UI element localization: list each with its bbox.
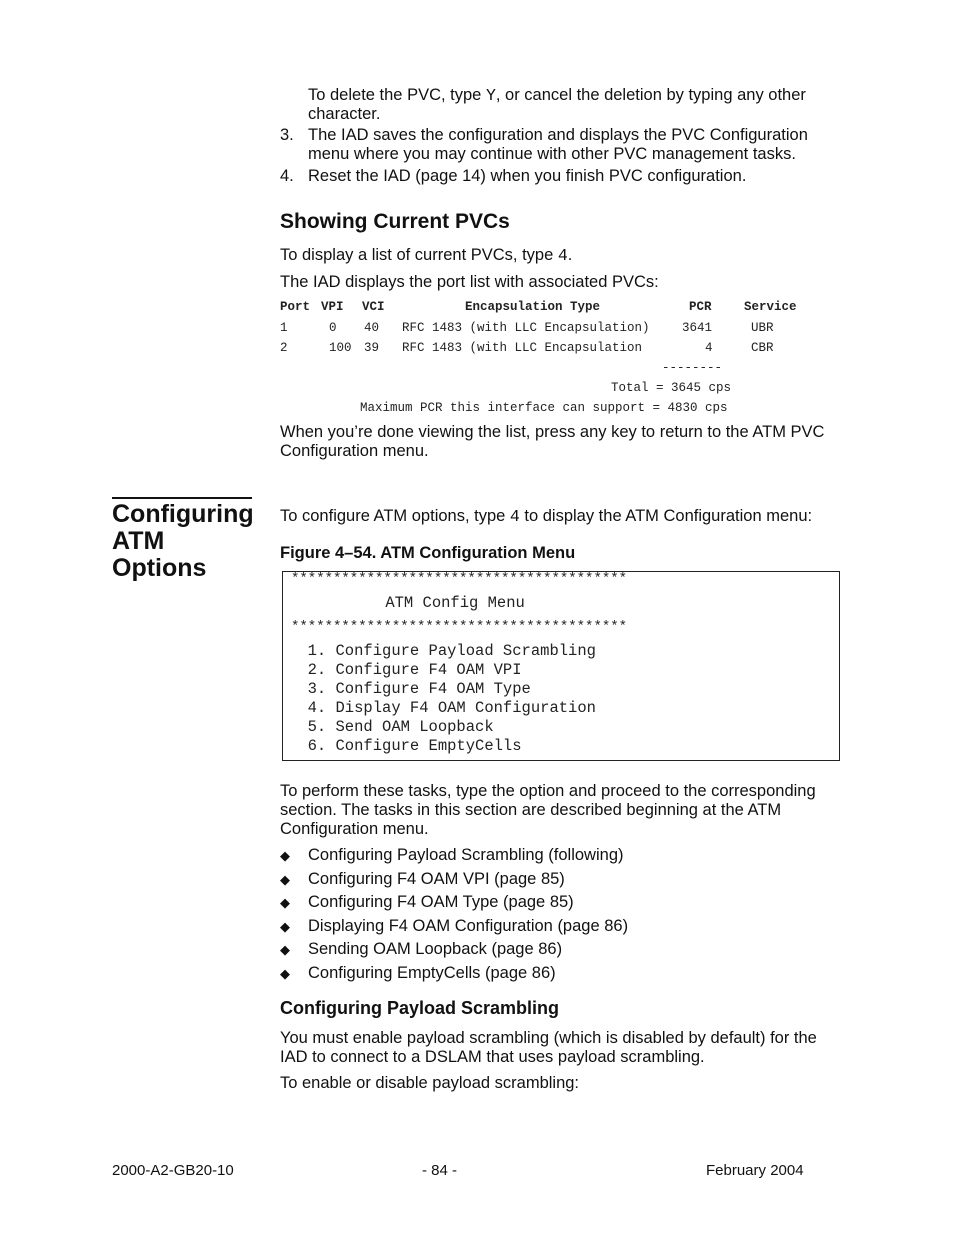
list-item [280,917,628,941]
scrambling-paragraph-2: To enable or disable payload scrambling: [280,1074,580,1092]
total-line: Total = 3645 cps [611,381,732,395]
paragraph-line: To perform these tasks, type the option and proceed to the corresponding [280,782,816,800]
section-title-configuring-atm-options [112,501,252,582]
table-cell: CBR [751,341,774,355]
menu-border-stars: **************************************** [291,571,628,587]
max-pcr-line: Maximum PCR this interface can support = 4830 cps [360,401,728,415]
list-item-text: Configuring F4 OAM VPI (page 85) [308,869,565,888]
diamond-bullet-icon: ◆ [280,942,290,957]
table-cell: 2 [280,341,288,355]
inline-code: 4 [557,246,568,265]
total-separator: -------- [662,361,723,375]
paragraph-line: Configuration menu. [280,820,429,838]
step-number: 4. [280,167,294,185]
footer-page-number: - 84 - [422,1162,458,1179]
paragraph-line: section. The tasks in this section are described beginning at the ATM [280,801,782,819]
paragraph-line: When you’re done viewing the list, press any key to return to the ATM PVC [280,423,825,441]
table-cell: 100 [329,341,352,355]
list-item [280,940,628,964]
intro-text: To delete the PVC, type [308,86,486,104]
atm-config-menu-box [282,571,840,761]
diamond-bullet-icon: ◆ [280,965,290,981]
list-item-text: Sending OAM Loopback (page 86) [308,940,563,958]
paragraph-text: to display the ATM Configuration menu: [519,507,813,525]
menu-item-configure-f4-oam-type: 3. Configure F4 OAM Type [289,680,531,698]
intro-paragraph [308,86,806,124]
title-line: ATM [112,527,165,555]
paragraph-line: Configuration menu. [280,442,429,460]
menu-border-stars: **************************************** [291,619,628,635]
list-item [280,964,628,988]
step-number: 3. [280,126,294,144]
section-rule [112,497,252,499]
table-cell: UBR [751,321,774,335]
list-item-text: Configuring Payload Scrambling (following) [308,846,624,864]
table-header-port: Port [280,300,311,314]
table-header-vpi: VPI [321,300,344,314]
step-4 [280,167,746,186]
intro-line-2: character. [308,105,381,123]
showing-paragraph-1 [280,246,572,265]
step-text: The IAD saves the configuration and displays the PVC Configuration [308,126,808,144]
table-cell: 0 [329,321,337,335]
footer-date: February 2004 [706,1162,804,1179]
step-text: menu where you may continue with other PVC management tasks. [308,145,796,163]
menu-item-display-f4-oam-configuration: 4. Display F4 OAM Configuration [289,699,596,717]
menu-item-send-oam-loopback: 5. Send OAM Loopback [289,718,494,736]
menu-item-configure-emptycells: 6. Configure EmptyCells [289,737,522,755]
diamond-bullet-icon: ◆ [280,871,290,887]
intro-text: , or cancel the deletion by typing any other [495,86,806,104]
paragraph-line: IAD to connect to a DSLAM that uses payload scrambling. [280,1048,705,1066]
section-heading-showing-pvcs: Showing Current PVCs [280,210,510,233]
list-item [280,846,628,870]
inline-code: 4 [509,507,520,526]
subsection-heading-payload-scrambling: Configuring Payload Scrambling [280,998,560,1018]
table-cell: 3641 [682,321,713,335]
list-item [280,893,628,917]
figure-caption: Figure 4–54. ATM Configuration Menu [280,544,576,562]
table-header-pcr: PCR [689,300,712,314]
inline-code: Y [485,86,496,105]
showing-paragraph-3 [280,423,824,461]
menu-item-configure-payload-scrambling: 1. Configure Payload Scrambling [289,642,596,660]
paragraph-text: . [567,246,573,264]
diamond-bullet-icon: ◆ [280,848,290,863]
table-header-service: Service [744,300,797,314]
table-cell: 40 [364,321,380,335]
table-cell: RFC 1483 (with LLC Encapsulation [402,341,643,355]
title-line: Options [112,554,207,582]
showing-paragraph-2: The IAD displays the port list with associated PVCs: [280,273,659,291]
atm-paragraph-1 [280,507,812,526]
list-item [280,870,628,894]
menu-title: ATM Config Menu [283,594,525,612]
table-cell: 1 [280,321,288,335]
table-cell: RFC 1483 (with LLC Encapsulation) [402,321,650,335]
table-header-vci: VCI [362,300,385,314]
list-item-text: Configuring EmptyCells (page 86) [308,963,556,982]
paragraph-line: You must enable payload scrambling (which is disabled by default) for the [280,1029,817,1047]
table-cell: 39 [364,341,380,355]
paragraph-text: To configure ATM options, type [280,507,510,525]
footer-doc-number: 2000-A2-GB20-10 [112,1162,234,1179]
menu-item-configure-f4-oam-vpi: 2. Configure F4 OAM VPI [289,661,522,679]
step-3 [280,126,808,164]
table-header-encapsulation: Encapsulation Type [465,300,601,314]
pvc-table [280,300,820,420]
intro-line-1 [308,86,806,105]
atm-paragraph-2 [280,782,816,839]
table-cell: 4 [705,341,713,355]
diamond-bullet-icon: ◆ [280,895,290,910]
task-bullet-list [280,846,628,987]
diamond-bullet-icon: ◆ [280,918,290,934]
paragraph-text: To display a list of current PVCs, type [280,246,558,264]
list-item-text: Displaying F4 OAM Configuration (page 86) [308,916,629,935]
step-text: Reset the IAD (page 14) when you finish PVC configuration. [308,167,747,185]
scrambling-paragraph-1 [280,1029,817,1067]
title-line: Configuring [112,500,254,528]
list-item-text: Configuring F4 OAM Type (page 85) [308,893,574,911]
